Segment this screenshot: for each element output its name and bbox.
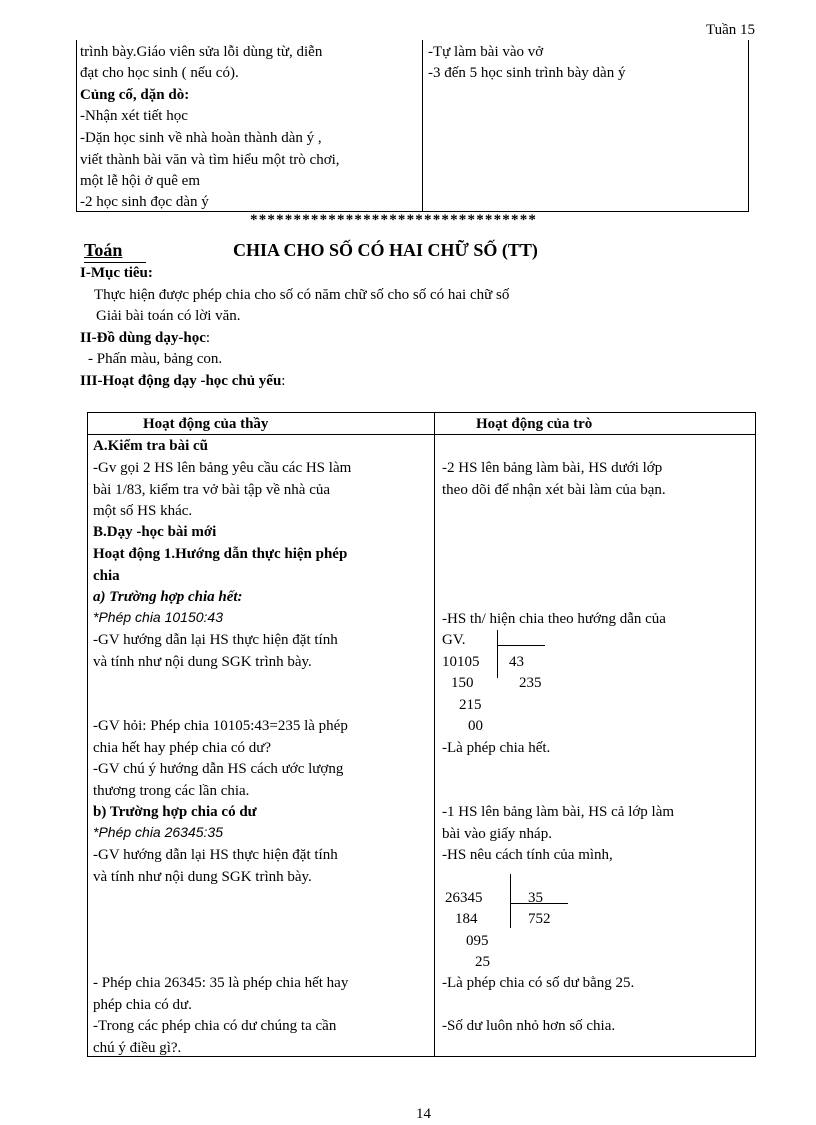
section-a-heading: A.Kiểm tra bài cũ (93, 438, 208, 454)
division-2-step-2: 095 (466, 933, 489, 949)
teacher-ask1-line-2: chia hết hay phép chia có dư? (93, 740, 272, 756)
division-1-dividend: 10105 (442, 654, 480, 670)
teacher-ask2-line-4: chú ý điều gì?. (93, 1040, 182, 1056)
student-work2-line-2: bài vào giấy nháp. (442, 826, 552, 842)
division-1-quotient: 235 (519, 675, 542, 691)
page-number: 14 (416, 1106, 431, 1122)
top-left-line-4: -Nhận xét tiết học (80, 108, 188, 124)
division-2-step-1: 184 (455, 911, 478, 927)
student-a-line-1: -2 HS lên bảng làm bài, HS dưới lớp (442, 460, 663, 476)
division-1-step-2: 215 (459, 697, 482, 713)
teacher-a-line-1: -Gv gọi 2 HS lên bảng yêu cầu các HS làm (93, 460, 352, 476)
materials-text: - Phấn màu, bảng con. (88, 351, 223, 367)
objective-1: Thực hiện được phép chia cho số có năm chữ số cho số có hai chữ số (94, 287, 510, 303)
top-right-line-1: -Tự làm bài vào vở (428, 44, 544, 60)
objectives-heading: I-Mục tiêu: (80, 265, 153, 281)
top-left-line-1: trình bày.Giáo viên sửa lỗi dùng từ, diễn (80, 44, 323, 60)
teacher-guide2-line-2: và tính như nội dung SGK trình bày. (93, 869, 312, 885)
division-2-dividend: 26345 (445, 890, 483, 906)
col-header-student: Hoạt động của trò (476, 416, 593, 432)
top-left-line-5: -Dặn học sinh về nhà hoàn thành dàn ý , (80, 130, 322, 146)
top-left-line-8: -2 học sinh đọc dàn ý (80, 194, 209, 210)
example-2: *Phép chia 26345:35 (93, 824, 223, 840)
division-1-step-1: 150 (451, 675, 474, 691)
teacher-ask2-line-3: -Trong các phép chia có dư chúng ta cần (93, 1018, 337, 1034)
top-left-line-7: một lễ hội ở quê em (80, 173, 200, 189)
materials-heading: II-Đồ dùng dạy-học (80, 330, 206, 346)
teacher-guide1-line-2: và tính như nội dung SGK trình bày. (93, 654, 312, 670)
division-1-bar (497, 645, 545, 646)
objective-2: Giải bài toán có lời văn. (96, 308, 241, 324)
materials-heading-row (80, 328, 210, 349)
case-b-heading: b) Trường hợp chia có dư (93, 804, 257, 820)
activities-heading: III-Hoạt động dạy -học chủ yếu (80, 373, 282, 389)
student-answer-3: -Số dư luôn nhỏ hơn số chia. (442, 1018, 616, 1034)
teacher-ask2-line-1: - Phép chia 26345: 35 là phép chia hết hay (93, 975, 349, 991)
teacher-ask1-line-3: -GV chú ý hướng dẫn HS cách ước lượng (93, 761, 344, 777)
division-1-stem (497, 630, 498, 678)
week-label: Tuần 15 (706, 22, 756, 38)
teacher-a-line-2: bài 1/83, kiểm tra vở bài tập về nhà của (93, 482, 331, 498)
activity-1-heading-1: Hoạt động 1.Hướng dẫn thực hiện phép (93, 546, 348, 562)
case-a-heading: a) Trường hợp chia hết: (93, 589, 243, 605)
materials-colon: : (205, 330, 211, 346)
student-work2-line-3: -HS nêu cách tính của mình, (442, 847, 613, 863)
activities-colon: : (281, 373, 286, 389)
top-right-line-2: -3 đến 5 học sinh trình bày dàn ý (428, 65, 626, 81)
consolidation-heading: Củng cố, dặn dò: (80, 87, 190, 103)
activities-heading-row (80, 371, 285, 392)
student-work2-line-1: -1 HS lên bảng làm bài, HS cả lớp làm (442, 804, 675, 820)
division-1-divisor: 43 (509, 654, 524, 670)
division-1-step-3: 00 (468, 718, 483, 734)
student-follow-line-1: -HS th/ hiện chia theo hướng dẫn của (442, 611, 666, 627)
student-answer-2: -Là phép chia có số dư bằng 25. (442, 975, 635, 991)
lesson-title: CHIA CHO SỐ CÓ HAI CHỮ SỐ (TT) (233, 240, 538, 260)
teacher-guide2-line-1: -GV hướng dẫn lại HS thực hiện đặt tính (93, 847, 338, 863)
activity-1-heading-2: chia (93, 568, 120, 584)
student-follow-line-2: GV. (442, 632, 466, 648)
teacher-a-line-3: một số HS khác. (93, 503, 193, 519)
example-1: *Phép chia 10150:43 (93, 609, 223, 625)
top-left-line-6: viết thành bài văn và tìm hiểu một trò chơi, (80, 152, 340, 168)
division-2-stem (510, 874, 511, 928)
student-a-line-2: theo dõi để nhận xét bài làm của bạn. (442, 482, 666, 498)
teacher-ask1-line-1: -GV hỏi: Phép chia 10105:43=235 là phép (93, 718, 348, 734)
section-b-heading: B.Dạy -học bài mới (93, 524, 217, 540)
subject-label: Toán (84, 240, 123, 260)
teacher-guide1-line-1: -GV hướng dẫn lại HS thực hiện đặt tính (93, 632, 338, 648)
student-answer-1: -Là phép chia hết. (442, 740, 551, 756)
teacher-ask1-line-4: thương trong các lần chia. (93, 783, 250, 799)
teacher-ask2-line-2: phép chia có dư. (93, 997, 192, 1013)
division-2-quotient: 752 (528, 911, 551, 927)
division-2-remainder: 25 (475, 954, 490, 970)
col-header-teacher: Hoạt động của thầy (143, 416, 269, 432)
top-left-line-2: đạt cho học sinh ( nếu có). (80, 65, 239, 81)
separator-stars: ********************************* (250, 212, 538, 228)
division-2-divisor: 35 (528, 890, 543, 906)
